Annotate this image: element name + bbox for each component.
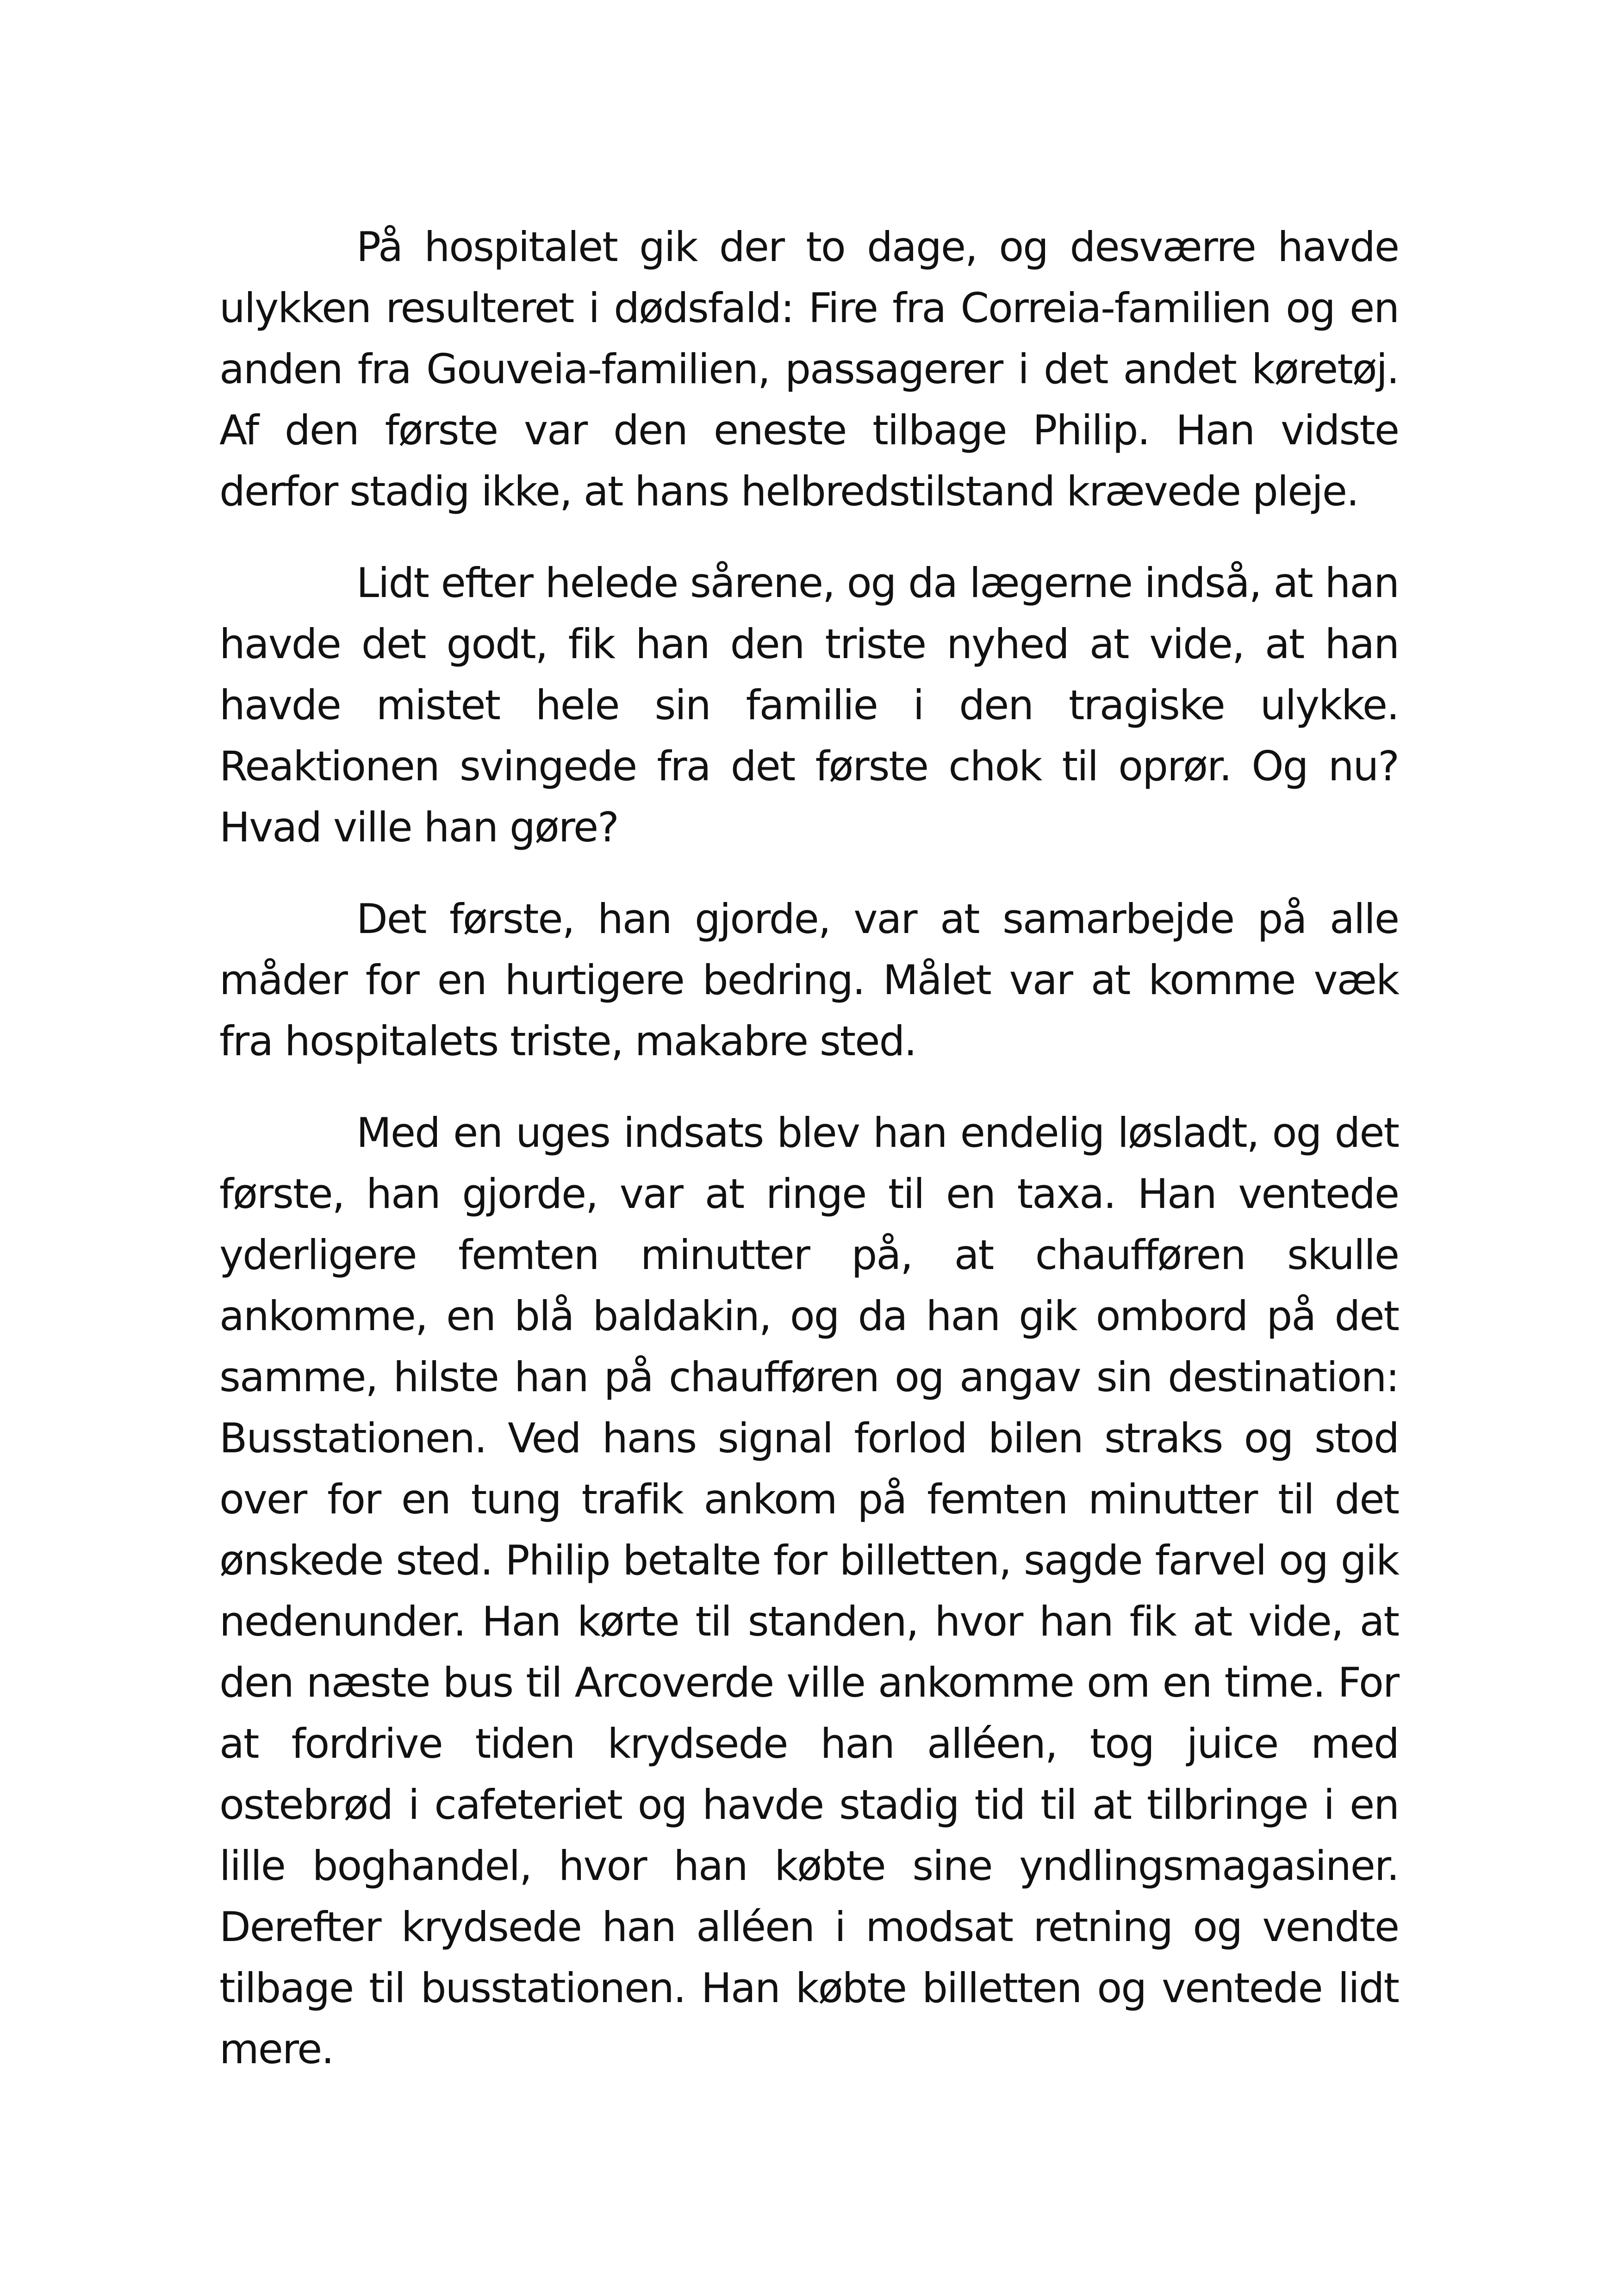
document-body — [219, 217, 1399, 2110]
paragraph-1: På hospitalet gik der to dage, og desværre havde ulykken resulteret i dødsfald: Fire fra Correia-familien og en anden fra Gouveia-familien, passagerer i det andet køretøj. Af den første var den eneste tilbage Philip. Han vidste derfor stadig ikke, at hans helbredstilstand krævede pleje. — [219, 223, 1399, 515]
paragraph-3: Det første, han gjorde, var at samarbejde på alle måder for en hurtigere bedring. Målet var at komme væk fra hospitalets triste, makabre sted. — [219, 895, 1399, 1065]
paragraph-4: Med en uges indsats blev han endelig løsladt, og det første, han gjorde, var at ringe til en taxa. Han ventede yderligere femten minutter på, at chaufføren skulle ankomme, en blå baldakin, og da han gik ombord på det samme, hilste han på chaufføren og angav sin destination: Busstationen. Ved hans signal forlod bilen straks og stod over for en tung trafik ankom på femten minutter til det ønskede sted. Philip betalte for billetten, sagde farvel og gik nedenunder. Han kørte til standen, hvor han fik at vide, at den næste bus til Arcoverde ville ankomme om en time. For at fordrive tiden krydsede han alléen, tog juice med ostebrød i cafeteriet og havde stadig tid til at tilbringe i en lille boghandel, hvor han købte sine yndlingsmagasiner. Derefter krydsede han alléen i modsat retning og vendte tilbage til busstationen. Han købte billetten og ventede lidt mere. — [219, 1109, 1399, 2073]
paragraph-2: Lidt efter helede sårene, og da lægerne indså, at han havde det godt, fik han den triste nyhed at vide, at han havde mistet hele sin familie i den tragiske ulykke. Reaktionen svingede fra det første chok til oprør. Og nu? Hvad ville han gøre? — [219, 559, 1399, 851]
